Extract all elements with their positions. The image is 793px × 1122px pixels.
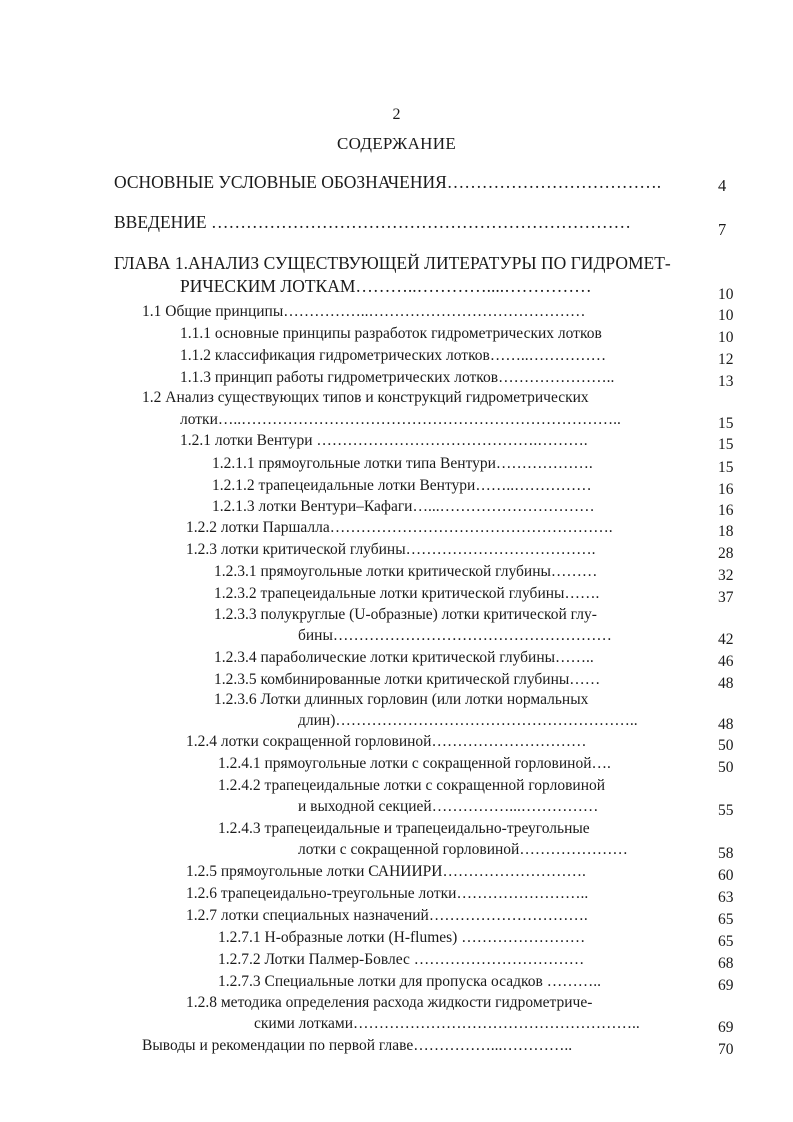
toc-entry-text: 1.2.1.2 трапецеидальные лотки Вентури……..……………	[212, 477, 592, 494]
toc-entry-page: 42	[718, 631, 734, 648]
toc-entry-text: ГЛАВА 1.АНАЛИЗ СУЩЕСТВУЮЩЕЙ ЛИТЕРАТУРЫ ПО ГИДРОМЕТ-	[114, 253, 671, 273]
toc-entry-text: и выходной секцией……………...……………	[298, 798, 599, 815]
toc-entry-page: 48	[718, 675, 734, 692]
toc-entry-text: 1.2.3.6 Лотки длинных горловин (или лотки нормальных	[214, 691, 589, 708]
toc-entry-page: 48	[718, 716, 734, 733]
toc-entry-text: 1.2.3 лотки критической глубины……………………………….	[186, 541, 596, 558]
toc-entry-text: 1.1.2 классификация гидрометрических лотков……..……………	[180, 347, 607, 364]
toc-entry-page: 16	[718, 502, 734, 519]
toc-entry-text: Выводы и рекомендации по первой главе……………...…………..	[142, 1037, 573, 1054]
toc-entry-page: 32	[718, 567, 734, 584]
toc-entry-page: 10	[718, 307, 734, 324]
toc-entry-page: 60	[718, 867, 734, 884]
toc-entry-text: 1.1 Общие принципы……………..……………………………………	[142, 303, 586, 320]
toc-entry-text: ОСНОВНЫЕ УСЛОВНЫЕ ОБОЗНАЧЕНИЯ……………………………….	[114, 172, 662, 192]
toc-entry-text: ВВЕДЕНИЕ ………………………………………………………………	[114, 212, 632, 232]
toc-entry-page: 15	[718, 436, 734, 453]
toc-entry-text: 1.2.3.1 прямоугольные лотки критической глубины………	[214, 563, 598, 580]
toc-entry-page: 4	[718, 176, 727, 195]
toc-entry-page: 10	[718, 286, 734, 303]
toc-entry-text: 1.2.1 лотки Вентури …………………………………….……….	[180, 432, 588, 449]
toc-entry-page: 68	[718, 955, 734, 972]
toc-entry-page: 69	[718, 1019, 734, 1036]
toc-entry-text: 1.2.8 методика определения расхода жидкости гидрометриче-	[186, 994, 593, 1011]
toc-entry-page: 37	[718, 589, 734, 606]
toc-title: СОДЕРЖАНИЕ	[336, 134, 457, 153]
toc-entry-text: 1.2.5 прямоугольные лотки САНИИРИ……………………….	[186, 863, 586, 880]
toc-entry-page: 55	[718, 802, 734, 819]
toc-entry-page: 12	[718, 351, 734, 368]
toc-entry-text: 1.2.3.3 полукруглые (U-образные) лотки критической глу-	[214, 606, 597, 623]
toc-entry-page: 16	[718, 481, 734, 498]
toc-entry-page: 13	[718, 373, 734, 390]
toc-entry-text: бины………………………………………………	[298, 627, 612, 644]
toc-entry-text: 1.2.2 лотки Паршалла……………………………………………….	[186, 519, 613, 536]
toc-entry-page: 10	[718, 329, 734, 346]
toc-entry-text: 1.2 Анализ существующих типов и конструкций гидрометрических	[142, 389, 589, 406]
toc-entry-text: 1.2.4.3 трапецеидальные и трапецеидально-треугольные	[218, 820, 590, 837]
toc-entry-text: 1.2.7 лотки специальных назначений………………………….	[186, 907, 588, 924]
toc-entry-text: длин)…………………………………………………..	[298, 712, 638, 729]
toc-entry-page: 65	[718, 911, 734, 928]
toc-entry-page: 70	[718, 1041, 734, 1058]
toc-entry-text: 1.2.3.5 комбинированные лотки критической глубины……	[214, 671, 601, 688]
toc-entry-text: лотки…..………………………………………………………………..	[180, 411, 621, 428]
toc-entry-text: 1.2.3.2 трапецеидальные лотки критической глубины…….	[214, 585, 600, 602]
toc-entry-text: 1.2.7.3 Специальные лотки для пропуска осадков ………..	[218, 973, 601, 990]
toc-entry-text: 1.2.7.2 Лотки Палмер-Бовлес ……………………………	[218, 951, 585, 968]
toc-entry-page: 58	[718, 845, 734, 862]
toc-entry-text: 1.2.4.1 прямоугольные лотки с сокращенной горловиной….	[218, 755, 611, 772]
toc-entry-page: 50	[718, 759, 734, 776]
page-number: 2	[392, 106, 401, 123]
toc-entry-text: 1.2.3.4 параболические лотки критической глубины……..	[214, 649, 594, 666]
toc-entry-text: РИЧЕСКИМ ЛОТКАМ………..…………....……………	[180, 276, 592, 296]
toc-entry-page: 7	[718, 220, 727, 239]
toc-entry-text: лотки с сокращенной горловиной…………………	[298, 841, 628, 858]
toc-entry-text: 1.2.7.1 Н-образные лотки (H-flumes) ……………………	[218, 929, 586, 946]
toc-entry-text: 1.2.6 трапецеидально-треугольные лотки……………………..	[186, 885, 589, 902]
toc-entry-text: скими лотками………………………………………………..	[254, 1015, 640, 1032]
toc-entry-page: 65	[718, 933, 734, 950]
toc-entry-page: 69	[718, 977, 734, 994]
toc-entry-page: 15	[718, 459, 734, 476]
toc-entry-page: 28	[718, 545, 734, 562]
toc-entry-text: 1.1.1 основные принципы разработок гидрометрических лотков	[180, 325, 602, 342]
toc-entry-text: 1.2.1.1 прямоугольные лотки типа Вентури……………….	[212, 455, 593, 472]
toc-entry-page: 18	[718, 523, 734, 540]
toc-entry-page: 63	[718, 889, 734, 906]
toc-entry-text: 1.2.4.2 трапецеидальные лотки с сокращенной горловиной	[218, 777, 606, 794]
toc-entry-text: 1.2.4 лотки сокращенной горловиной…………………………	[186, 733, 587, 750]
toc-entry-text: 1.1.3 принцип работы гидрометрических лотков…………………..	[180, 369, 615, 386]
toc-entry-text: 1.2.1.3 лотки Вентури–Кафаги…...…………………………	[212, 498, 595, 515]
toc-entry-page: 46	[718, 653, 734, 670]
toc-entry-page: 15	[718, 415, 734, 432]
toc-entry-page: 50	[718, 737, 734, 754]
